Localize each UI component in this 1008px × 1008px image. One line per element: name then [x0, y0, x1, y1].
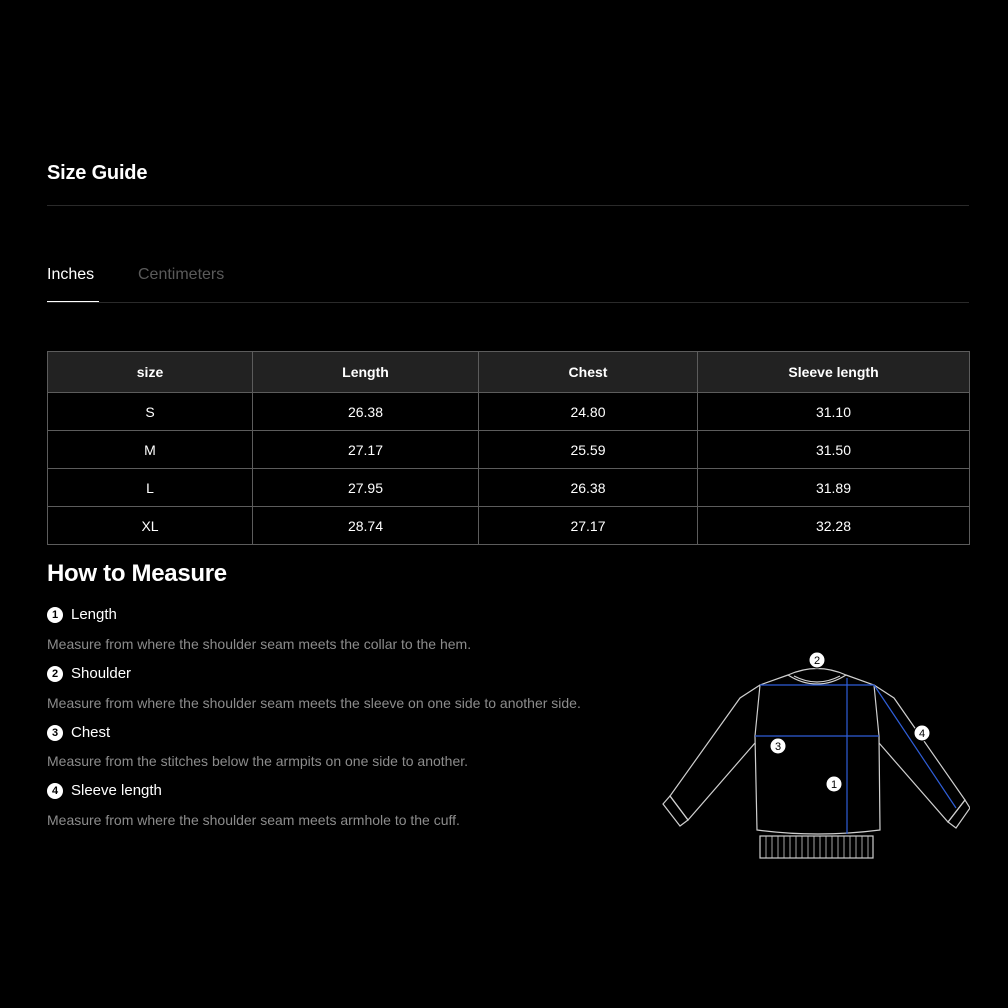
cell-chest: 24.80 [479, 393, 698, 431]
header-length: Length [253, 352, 479, 393]
table-row [48, 393, 970, 431]
measure-lines [755, 678, 956, 834]
marker-1-icon [826, 776, 842, 792]
table-header-row [48, 352, 970, 393]
cell-sleeve-length: 32.28 [698, 507, 970, 545]
unit-tabs [47, 262, 969, 303]
cell-size: M [48, 431, 253, 469]
svg-text:2: 2 [813, 655, 821, 667]
table-row [48, 507, 970, 545]
measure-item-chest [47, 724, 110, 741]
marker-2-icon [809, 652, 825, 668]
svg-text:1: 1 [830, 779, 838, 791]
svg-text:3: 3 [774, 741, 782, 753]
cell-size: L [48, 469, 253, 507]
marker-4-icon [914, 725, 930, 741]
measure-item-length [47, 606, 117, 623]
sweater-diagram-icon [660, 648, 970, 864]
table-row [48, 431, 970, 469]
measure-desc: Measure from the stitches below the armpits on one side to another. [47, 753, 469, 769]
cell-length: 26.38 [253, 393, 479, 431]
cell-chest: 26.38 [479, 469, 698, 507]
cell-length: 28.74 [253, 507, 479, 545]
how-to-measure-title: How to Measure [47, 560, 227, 587]
tabs-divider [47, 302, 969, 303]
marker-3-icon [770, 738, 786, 754]
size-table [47, 351, 970, 545]
number-2-icon: 2 [47, 666, 63, 682]
table-row [48, 469, 970, 507]
measure-label: Sleeve length [71, 782, 162, 799]
knit-ribbing [766, 836, 868, 858]
measure-item-shoulder [47, 665, 131, 682]
measure-desc: Measure from where the shoulder seam meets the sleeve on one side to another side. [47, 695, 581, 711]
header-size: size [48, 352, 253, 393]
tab-inches[interactable]: Inches [47, 266, 95, 283]
tab-centimeters[interactable]: Centimeters [138, 266, 225, 283]
cell-size: S [48, 393, 253, 431]
page-title: Size Guide [47, 162, 148, 184]
svg-text:4: 4 [918, 728, 926, 740]
cell-sleeve-length: 31.89 [698, 469, 970, 507]
header-chest: Chest [479, 352, 698, 393]
cell-sleeve-length: 31.50 [698, 431, 970, 469]
sweater-outline [663, 669, 970, 859]
measure-label: Shoulder [71, 665, 132, 682]
sleeve-line [874, 685, 956, 808]
number-3-icon: 3 [47, 725, 63, 741]
title-divider [47, 205, 969, 206]
cell-chest: 25.59 [479, 431, 698, 469]
measure-desc: Measure from where the shoulder seam meets the collar to the hem. [47, 636, 472, 652]
cell-sleeve-length: 31.10 [698, 393, 970, 431]
number-1-icon: 1 [47, 607, 63, 623]
cell-length: 27.17 [253, 431, 479, 469]
measure-label: Chest [71, 724, 111, 741]
measure-label: Length [71, 606, 117, 623]
cell-chest: 27.17 [479, 507, 698, 545]
number-4-icon: 4 [47, 783, 63, 799]
measure-desc: Measure from where the shoulder seam meets armhole to the cuff. [47, 812, 460, 828]
cell-size: XL [48, 507, 253, 545]
header-sleeve-length: Sleeve length [698, 352, 970, 393]
measure-item-sleeve-length [47, 782, 162, 799]
cell-length: 27.95 [253, 469, 479, 507]
